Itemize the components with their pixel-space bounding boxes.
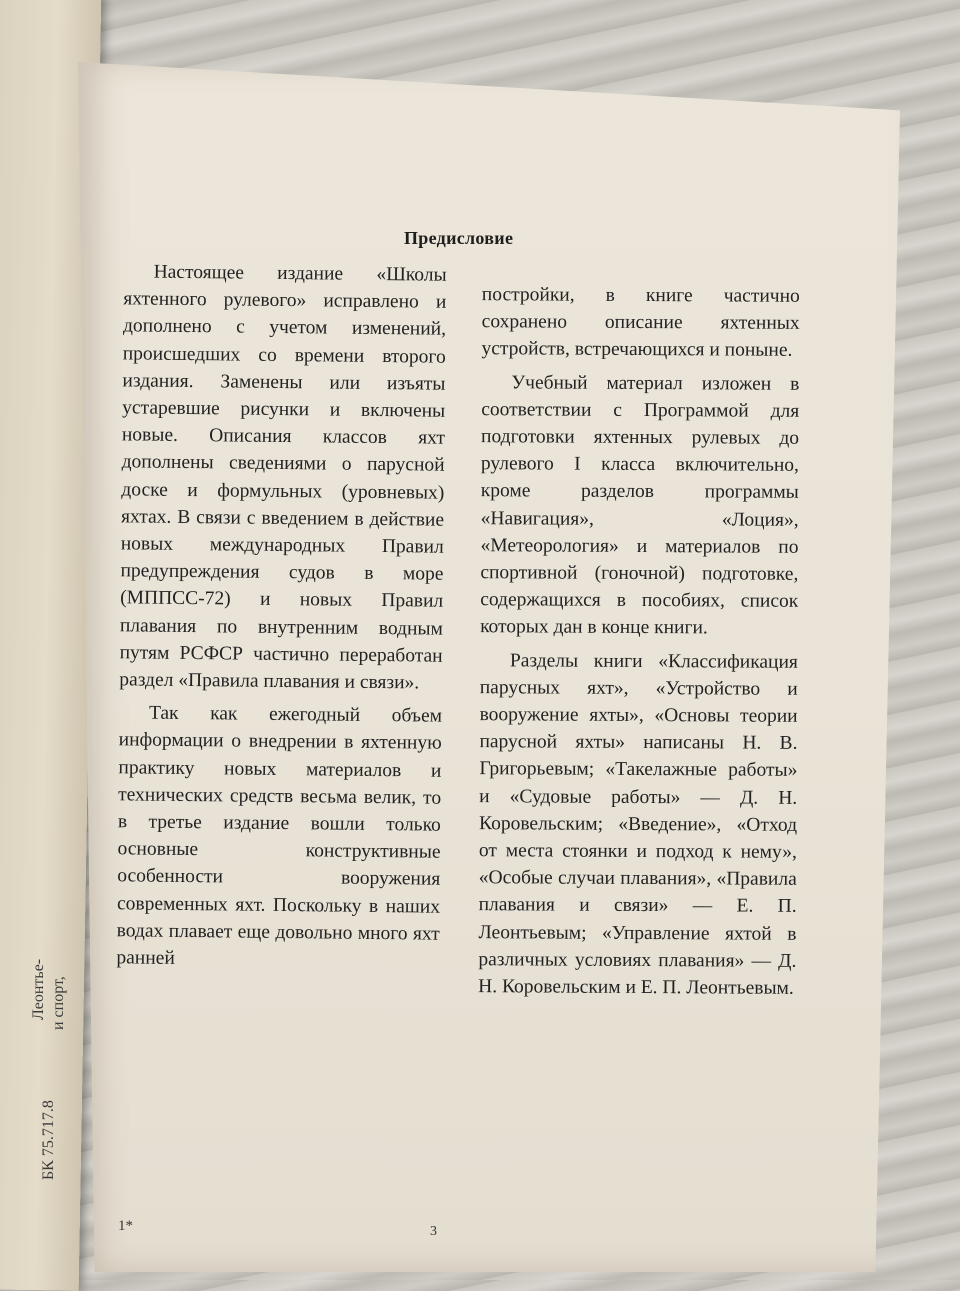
paragraph: постройки, в книге частично сохранено описание яхтенных устройств, встречающихся и поныне. [481,284,800,362]
signature-mark: 1* [118,1218,133,1234]
page-number: 3 [430,1224,437,1239]
margin-fragment: Леонтье- [30,958,47,1020]
margin-fragment: и спорт, [50,976,67,1030]
paragraph: Разделы книги «Классификация парусных яхт», «Устройство и вооружение яхты», «Основы теории парусной яхты» написаны Н. В. Григорьевым; «Такелажные работы» и «Судовые работы» — Д. Н. Коровельским; «Введение», «Отход от места стоянки и подход к нему», «Особые случаи плавания», «Правила плавания и связи» — Е. П. Леонтьевым; «Управление яхтой в различных условиях плавания» — Д. Н. Коровельским и Е. П. Леонтьевым. [478,649,798,999]
text-column-right [478,281,800,1008]
paragraph: Так как ежегодный объем информации о внедрении в яхтенную практику новых материалов и технических средств весьма велик, то в третье издание вошли только основные конструктивные особенности вооружения современных яхт. Поскольку в наших водах плавает еще довольно много яхт ранней [116,702,443,969]
paragraph: Настоящее издание «Школы яхтенного рулевого» исправлено и дополнено с учетом изменений, происшедших со времени второго издания. Заменены или изъяты устаревшие рисунки и включены новые. Описания классов яхт дополнены сведениями о парусной доске и формульных (уровневых) яхтах. В связи с введением в действие новых международных Правил предупреждения судов в море (МППСС-72) и новых Правил плавания по внутренним водным путям РСФСР частично переработан раздел «Правила плавания и связи». [119,261,447,694]
page-heading: Предисловие [404,228,514,248]
text-column-left [116,258,447,981]
margin-fragment: БК 75.717.8 [40,1100,57,1180]
paragraph: Учебный материал изложен в соответствии с Программой для подготовки яхтенных рулевых до рулевого I класса включительно, кроме разделов программы «Навигация», «Лоция», «Метеорология» и материалов по спортивной (гоночной) подготовке, содержащихся в пособиях, список которых дан в конце книги. [480,371,800,639]
